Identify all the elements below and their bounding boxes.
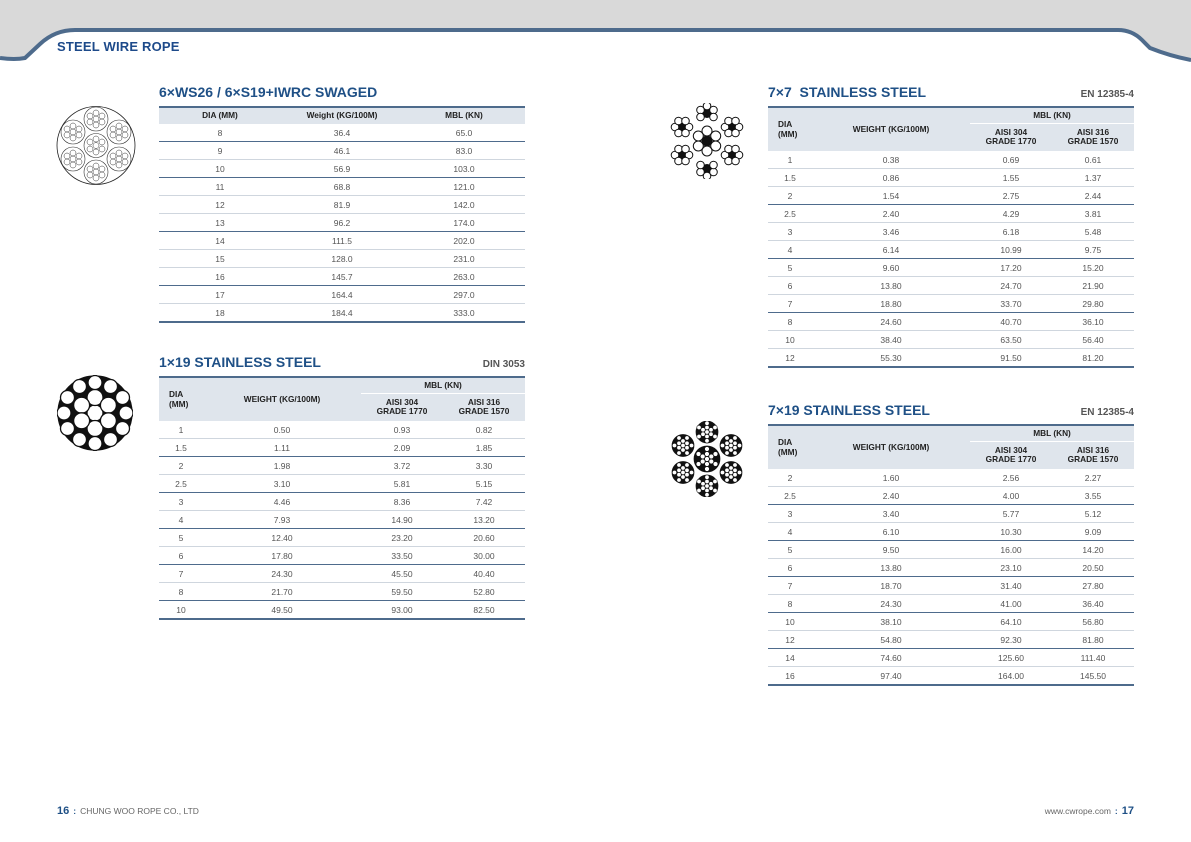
page-number-left: 16 [57,805,70,817]
cell-aisi304: 33.70 [970,295,1052,313]
cell-weight: 74.60 [812,649,970,667]
section-title-7x7: 7×7 STAINLESS STEEL [768,84,927,100]
cell-weight: 4.46 [203,493,361,511]
cell-aisi316: 2.44 [1052,187,1134,205]
cell-aisi316: 36.10 [1052,313,1134,331]
cell-dia: 4 [159,511,203,529]
table-row [768,487,1134,505]
cell-mbl: 174.0 [403,214,525,232]
cell-aisi304: 40.70 [970,313,1052,331]
cell-mbl: 202.0 [403,232,525,250]
cell-dia: 9 [159,142,281,160]
table-row [159,178,525,196]
cell-weight: 24.30 [812,595,970,613]
col-header-mbl: MBL (KN) [970,107,1134,123]
cell-weight: 38.40 [812,331,970,349]
col-header-dia: DIA (MM) [159,377,203,421]
rope-6xws26-icon [55,103,137,188]
cell-aisi304: 0.93 [361,421,443,439]
cell-dia: 5 [768,541,812,559]
cell-mbl: 65.0 [403,124,525,142]
table-row [159,160,525,178]
cell-dia: 10 [768,331,812,349]
standard-1x19: DIN 3053 [482,359,525,370]
table-row [768,277,1134,295]
cell-dia: 13 [159,214,281,232]
table-1x19 [159,376,525,620]
col-header-aisi316: AISI 316 GRADE 1570 [443,393,525,421]
table-row [159,250,525,268]
section-title-1x19: 1×19 STAINLESS STEEL [159,354,321,370]
table-row [768,667,1134,686]
cell-aisi316: 3.55 [1052,487,1134,505]
cell-aisi316: 36.40 [1052,595,1134,613]
cell-aisi304: 6.18 [970,223,1052,241]
cell-aisi304: 17.20 [970,259,1052,277]
cell-aisi304: 5.77 [970,505,1052,523]
cell-aisi304: 23.10 [970,559,1052,577]
cell-weight: 128.0 [281,250,403,268]
table-row [159,214,525,232]
cell-weight: 184.4 [281,304,403,323]
cell-aisi316: 1.37 [1052,169,1134,187]
cell-aisi316: 27.80 [1052,577,1134,595]
cell-weight: 13.80 [812,277,970,295]
cell-weight: 68.8 [281,178,403,196]
cell-weight: 3.10 [203,475,361,493]
cell-mbl: 263.0 [403,268,525,286]
cell-weight: 7.93 [203,511,361,529]
cell-weight: 54.80 [812,631,970,649]
col-header-weight: WEIGHT (KG/100M) [812,425,970,469]
cell-aisi304: 10.99 [970,241,1052,259]
table-row [159,268,525,286]
cell-weight: 6.10 [812,523,970,541]
table-row [159,196,525,214]
cell-weight: 18.80 [812,295,970,313]
table-row [768,523,1134,541]
cell-dia: 6 [768,277,812,295]
table-row [768,169,1134,187]
rope-7x19-icon [666,421,748,497]
cell-aisi316: 52.80 [443,583,525,601]
cell-weight: 96.2 [281,214,403,232]
cell-dia: 6 [768,559,812,577]
table-row [768,259,1134,277]
col-header-aisi304: AISI 304 GRADE 1770 [970,123,1052,151]
col-header-weight: WEIGHT (KG/100M) [203,377,361,421]
cell-aisi304: 164.00 [970,667,1052,686]
cell-aisi316: 15.20 [1052,259,1134,277]
page-header-title: STEEL WIRE ROPE [57,39,180,54]
col-header-aisi304: AISI 304 GRADE 1770 [970,441,1052,469]
cell-weight: 9.60 [812,259,970,277]
table-row [159,511,525,529]
cell-weight: 12.40 [203,529,361,547]
table-row [768,295,1134,313]
cell-dia: 7 [159,565,203,583]
cell-aisi304: 92.30 [970,631,1052,649]
cell-aisi316: 56.40 [1052,331,1134,349]
cell-aisi304: 0.69 [970,151,1052,169]
cell-aisi316: 29.80 [1052,295,1134,313]
cell-weight: 1.60 [812,469,970,487]
col-header-mbl: MBL (KN) [970,425,1134,441]
cell-dia: 2 [768,187,812,205]
cell-aisi316: 3.81 [1052,205,1134,223]
cell-mbl: 103.0 [403,160,525,178]
cell-aisi304: 5.81 [361,475,443,493]
col-header-dia: DIA (MM) [768,425,812,469]
table-row [159,232,525,250]
cell-aisi304: 3.72 [361,457,443,475]
cell-dia: 11 [159,178,281,196]
cell-aisi304: 23.20 [361,529,443,547]
cell-aisi304: 63.50 [970,331,1052,349]
col-header-aisi316: AISI 316 GRADE 1570 [1052,123,1134,151]
section-title-6xws26: 6×WS26 / 6×S19+IWRC SWAGED [159,84,378,100]
cell-aisi304: 2.09 [361,439,443,457]
table-row [159,475,525,493]
cell-mbl: 121.0 [403,178,525,196]
cell-aisi304: 8.36 [361,493,443,511]
cell-aisi316: 20.50 [1052,559,1134,577]
table-row [768,151,1134,169]
footer-separator: : [1114,806,1118,816]
cell-weight: 13.80 [812,559,970,577]
cell-aisi304: 1.55 [970,169,1052,187]
table-row [768,223,1134,241]
cell-dia: 1.5 [159,439,203,457]
cell-dia: 2 [768,469,812,487]
table-row [159,601,525,620]
cell-aisi304: 24.70 [970,277,1052,295]
cell-aisi316: 9.09 [1052,523,1134,541]
table-row [768,631,1134,649]
table-row [768,613,1134,631]
cell-aisi316: 7.42 [443,493,525,511]
table-row [159,529,525,547]
cell-weight: 56.9 [281,160,403,178]
footer-right [1045,805,1134,817]
cell-aisi304: 59.50 [361,583,443,601]
cell-dia: 2.5 [768,205,812,223]
cell-weight: 111.5 [281,232,403,250]
section-title-7x19: 7×19 STAINLESS STEEL [768,402,930,418]
cell-weight: 21.70 [203,583,361,601]
table-row [159,457,525,475]
col-header-mbl: MBL (KN) [361,377,525,393]
cell-dia: 18 [159,304,281,323]
table-7x19 [768,424,1134,686]
table-row [768,313,1134,331]
footer-separator: : [73,806,77,816]
cell-weight: 2.40 [812,205,970,223]
cell-dia: 10 [768,613,812,631]
table-row [159,583,525,601]
table-row [768,469,1134,487]
col-header-weight: Weight (KG/100M) [281,107,403,124]
cell-aisi316: 20.60 [443,529,525,547]
cell-dia: 7 [768,577,812,595]
table-row [768,187,1134,205]
cell-aisi304: 93.00 [361,601,443,620]
table-row [159,142,525,160]
cell-aisi316: 30.00 [443,547,525,565]
cell-aisi316: 1.85 [443,439,525,457]
cell-weight: 3.40 [812,505,970,523]
cell-dia: 10 [159,601,203,620]
rope-1x19-icon [57,375,133,451]
table-row [159,421,525,439]
cell-dia: 4 [768,241,812,259]
cell-aisi316: 13.20 [443,511,525,529]
cell-aisi316: 5.15 [443,475,525,493]
cell-dia: 1 [159,421,203,439]
cell-weight: 3.46 [812,223,970,241]
cell-aisi316: 81.20 [1052,349,1134,368]
table-row [768,649,1134,667]
standard-7x19: EN 12385-4 [1080,407,1134,418]
cell-mbl: 231.0 [403,250,525,268]
cell-dia: 8 [768,313,812,331]
cell-weight: 24.60 [812,313,970,331]
cell-weight: 81.9 [281,196,403,214]
cell-aisi304: 33.50 [361,547,443,565]
cell-dia: 14 [159,232,281,250]
cell-weight: 55.30 [812,349,970,368]
table-row [768,205,1134,223]
cell-aisi316: 2.27 [1052,469,1134,487]
table-row [159,439,525,457]
cell-weight: 38.10 [812,613,970,631]
cell-dia: 7 [768,295,812,313]
cell-weight: 49.50 [203,601,361,620]
cell-weight: 145.7 [281,268,403,286]
cell-dia: 10 [159,160,281,178]
cell-aisi304: 2.75 [970,187,1052,205]
cell-dia: 8 [159,583,203,601]
cell-dia: 16 [768,667,812,686]
cell-dia: 12 [768,349,812,368]
footer-left [57,805,199,817]
cell-weight: 24.30 [203,565,361,583]
cell-dia: 3 [768,223,812,241]
company-name: CHUNG WOO ROPE CO., LTD [80,806,199,816]
cell-aisi316: 0.82 [443,421,525,439]
table-row [768,331,1134,349]
cell-aisi316: 21.90 [1052,277,1134,295]
cell-dia: 6 [159,547,203,565]
cell-aisi304: 125.60 [970,649,1052,667]
cell-weight: 0.38 [812,151,970,169]
col-header-aisi316: AISI 316 GRADE 1570 [1052,441,1134,469]
cell-weight: 46.1 [281,142,403,160]
table-row [768,505,1134,523]
cell-dia: 17 [159,286,281,304]
cell-aisi316: 5.12 [1052,505,1134,523]
header-band [0,0,1191,70]
table-7x7 [768,106,1134,368]
table-row [159,565,525,583]
cell-weight: 1.54 [812,187,970,205]
cell-mbl: 83.0 [403,142,525,160]
cell-dia: 8 [159,124,281,142]
cell-dia: 3 [768,505,812,523]
cell-dia: 16 [159,268,281,286]
table-row [768,241,1134,259]
cell-dia: 5 [159,529,203,547]
cell-aisi304: 4.00 [970,487,1052,505]
cell-aisi304: 41.00 [970,595,1052,613]
rope-7x7-icon [666,103,748,179]
cell-weight: 9.50 [812,541,970,559]
col-header-dia: DIA (MM) [768,107,812,151]
col-header-weight: WEIGHT (KG/100M) [812,107,970,151]
cell-dia: 8 [768,595,812,613]
cell-aisi304: 14.90 [361,511,443,529]
cell-aisi304: 31.40 [970,577,1052,595]
cell-dia: 1 [768,151,812,169]
cell-aisi316: 81.80 [1052,631,1134,649]
cell-mbl: 333.0 [403,304,525,323]
cell-dia: 3 [159,493,203,511]
cell-weight: 2.40 [812,487,970,505]
table-row [159,286,525,304]
cell-aisi304: 64.10 [970,613,1052,631]
cell-aisi316: 5.48 [1052,223,1134,241]
cell-dia: 4 [768,523,812,541]
cell-aisi316: 56.80 [1052,613,1134,631]
cell-dia: 2.5 [159,475,203,493]
cell-aisi304: 45.50 [361,565,443,583]
cell-weight: 0.86 [812,169,970,187]
cell-mbl: 297.0 [403,286,525,304]
col-header-dia: DIA (MM) [159,107,281,124]
cell-dia: 15 [159,250,281,268]
cell-aisi316: 82.50 [443,601,525,620]
cell-aisi316: 111.40 [1052,649,1134,667]
cell-weight: 6.14 [812,241,970,259]
cell-weight: 164.4 [281,286,403,304]
cell-weight: 1.11 [203,439,361,457]
cell-aisi316: 3.30 [443,457,525,475]
col-header-aisi304: AISI 304 GRADE 1770 [361,393,443,421]
table-row [768,559,1134,577]
cell-weight: 18.70 [812,577,970,595]
cell-dia: 14 [768,649,812,667]
page-number-right: 17 [1121,805,1134,817]
cell-mbl: 142.0 [403,196,525,214]
cell-weight: 17.80 [203,547,361,565]
cell-aisi316: 145.50 [1052,667,1134,686]
cell-aisi304: 16.00 [970,541,1052,559]
table-row [159,493,525,511]
table-row [159,124,525,142]
cell-dia: 5 [768,259,812,277]
cell-dia: 1.5 [768,169,812,187]
cell-aisi316: 14.20 [1052,541,1134,559]
cell-aisi304: 4.29 [970,205,1052,223]
cell-weight: 1.98 [203,457,361,475]
cell-dia: 12 [768,631,812,649]
table-row [159,304,525,323]
cell-weight: 36.4 [281,124,403,142]
cell-aisi304: 10.30 [970,523,1052,541]
table-6xws26 [159,106,525,323]
cell-aisi316: 40.40 [443,565,525,583]
table-row [768,541,1134,559]
cell-weight: 97.40 [812,667,970,686]
website-link[interactable]: www.cwrope.com [1044,806,1111,816]
cell-aisi304: 2.56 [970,469,1052,487]
cell-weight: 0.50 [203,421,361,439]
cell-aisi316: 9.75 [1052,241,1134,259]
table-row [768,595,1134,613]
col-header-mbl: MBL (KN) [403,107,525,124]
cell-dia: 2.5 [768,487,812,505]
cell-aisi304: 91.50 [970,349,1052,368]
cell-dia: 2 [159,457,203,475]
table-row [768,349,1134,368]
cell-aisi316: 0.61 [1052,151,1134,169]
cell-dia: 12 [159,196,281,214]
standard-7x7: EN 12385-4 [1080,89,1134,100]
table-row [159,547,525,565]
table-row [768,577,1134,595]
